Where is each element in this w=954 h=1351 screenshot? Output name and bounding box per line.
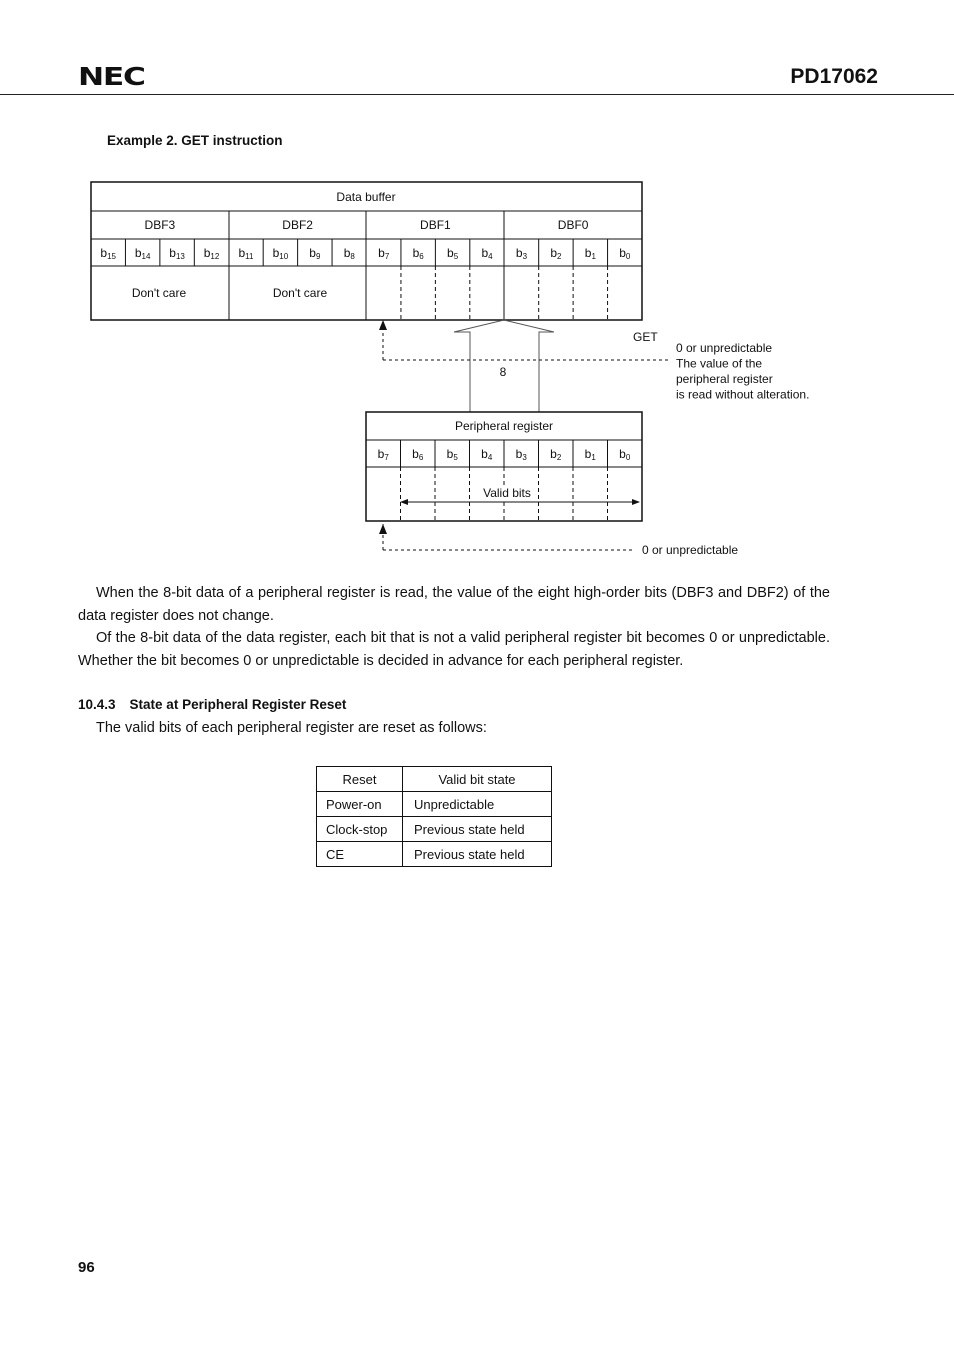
- buffer-bit-label-b6: b6: [412, 246, 424, 261]
- buffer-bit-label-b11: b11: [238, 246, 254, 261]
- bus-width-label: 8: [499, 365, 507, 379]
- arrowhead-upper: [379, 320, 387, 330]
- bottom-note: 0 or unpredictable: [642, 543, 739, 557]
- group-label-dbf3: DBF3: [144, 218, 176, 232]
- valid-bits-arrow-right: [632, 499, 640, 505]
- table-cell: Previous state held: [403, 842, 552, 867]
- buffer-bit-label-b14: b14: [134, 246, 151, 261]
- group-label-dbf1: DBF1: [420, 218, 451, 232]
- note-line: 0 or unpredictable: [676, 341, 773, 355]
- reset-table: [316, 766, 552, 867]
- periph-bit-label-b4: b4: [481, 447, 493, 462]
- valid-bits-arrow-left: [400, 499, 408, 505]
- dont-care-label-dbf3: Don't care: [131, 286, 187, 300]
- buffer-bit-label-b8: b8: [343, 246, 355, 261]
- table-cell: Power-on: [317, 792, 403, 817]
- buffer-bit-label-b4: b4: [481, 246, 493, 261]
- paragraph-2: Of the 8-bit data of the data register, each bit that is not a valid peripheral register bit becomes 0 or unpredictable. Whether the bit becomes 0 or unpredictable is decided in advance for each peripheral register.: [78, 630, 830, 669]
- note-line: The value of the: [676, 356, 763, 371]
- periph-bit-label-b6: b6: [412, 447, 424, 462]
- document-number: PD17062: [790, 65, 878, 88]
- buffer-bit-label-b1: b1: [584, 246, 596, 261]
- periph-bit-label-b0: b0: [619, 447, 631, 462]
- table-cell: Previous state held: [403, 817, 552, 842]
- page-number: 96: [78, 1259, 95, 1276]
- note-line: peripheral register: [676, 372, 773, 386]
- get-label: GET: [633, 330, 658, 344]
- paragraph-1: When the 8-bit data of a peripheral register is read, the value of the eight high-order bits (DBF3 and DBF2) of the data register does not change.: [78, 585, 830, 624]
- valid-bits-label: Valid bits: [483, 486, 531, 500]
- table-header-valid-bit-state: Valid bit state: [403, 767, 552, 792]
- nec-logo: NEC: [78, 62, 145, 91]
- periph-bit-label-b5: b5: [446, 447, 458, 462]
- data-buffer-label: Data buffer: [336, 190, 396, 204]
- buffer-bit-label-b5: b5: [447, 246, 459, 261]
- example-title: Example 2. GET instruction: [107, 133, 283, 148]
- arrowhead-lower: [379, 524, 387, 534]
- group-label-dbf2: DBF2: [282, 218, 313, 232]
- periph-bit-label-b3: b3: [515, 447, 527, 462]
- buffer-bit-label-b2: b2: [550, 246, 562, 261]
- table-header-reset: Reset: [317, 767, 403, 792]
- group-label-dbf0: DBF0: [557, 218, 589, 232]
- dont-care-label-dbf2: Don't care: [272, 286, 328, 300]
- buffer-bit-label-b7: b7: [378, 246, 390, 261]
- table-header-row: [317, 767, 552, 792]
- section-title: State at Peripheral Register Reset: [129, 697, 347, 712]
- table-row: [317, 842, 552, 867]
- buffer-bit-label-b13: b13: [169, 246, 185, 261]
- table-row: [317, 817, 552, 842]
- periph-bit-label-b7: b7: [377, 447, 389, 462]
- buffer-bit-label-b10: b10: [272, 246, 289, 261]
- buffer-bit-label-b15: b15: [100, 246, 117, 261]
- buffer-bit-label-b12: b12: [203, 246, 220, 261]
- periph-bit-label-b2: b2: [550, 447, 562, 462]
- section-heading: [78, 697, 346, 712]
- peripheral-register-label: Peripheral register: [454, 419, 554, 433]
- table-cell: CE: [317, 842, 403, 867]
- section-number: 10.4.3: [78, 697, 116, 712]
- get-instruction-diagram: [0, 0, 954, 570]
- buffer-bit-label-b3: b3: [515, 246, 528, 261]
- buffer-bit-label-b0: b0: [619, 246, 631, 261]
- table-cell: Clock-stop: [317, 817, 403, 842]
- section-intro: The valid bits of each peripheral register are reset as follows:: [96, 720, 487, 736]
- table-cell: Unpredictable: [403, 792, 552, 817]
- buffer-bit-label-b9: b9: [309, 246, 321, 261]
- note-line: is read without alteration.: [676, 387, 810, 402]
- periph-bit-label-b1: b1: [584, 447, 596, 462]
- table-row: [317, 792, 552, 817]
